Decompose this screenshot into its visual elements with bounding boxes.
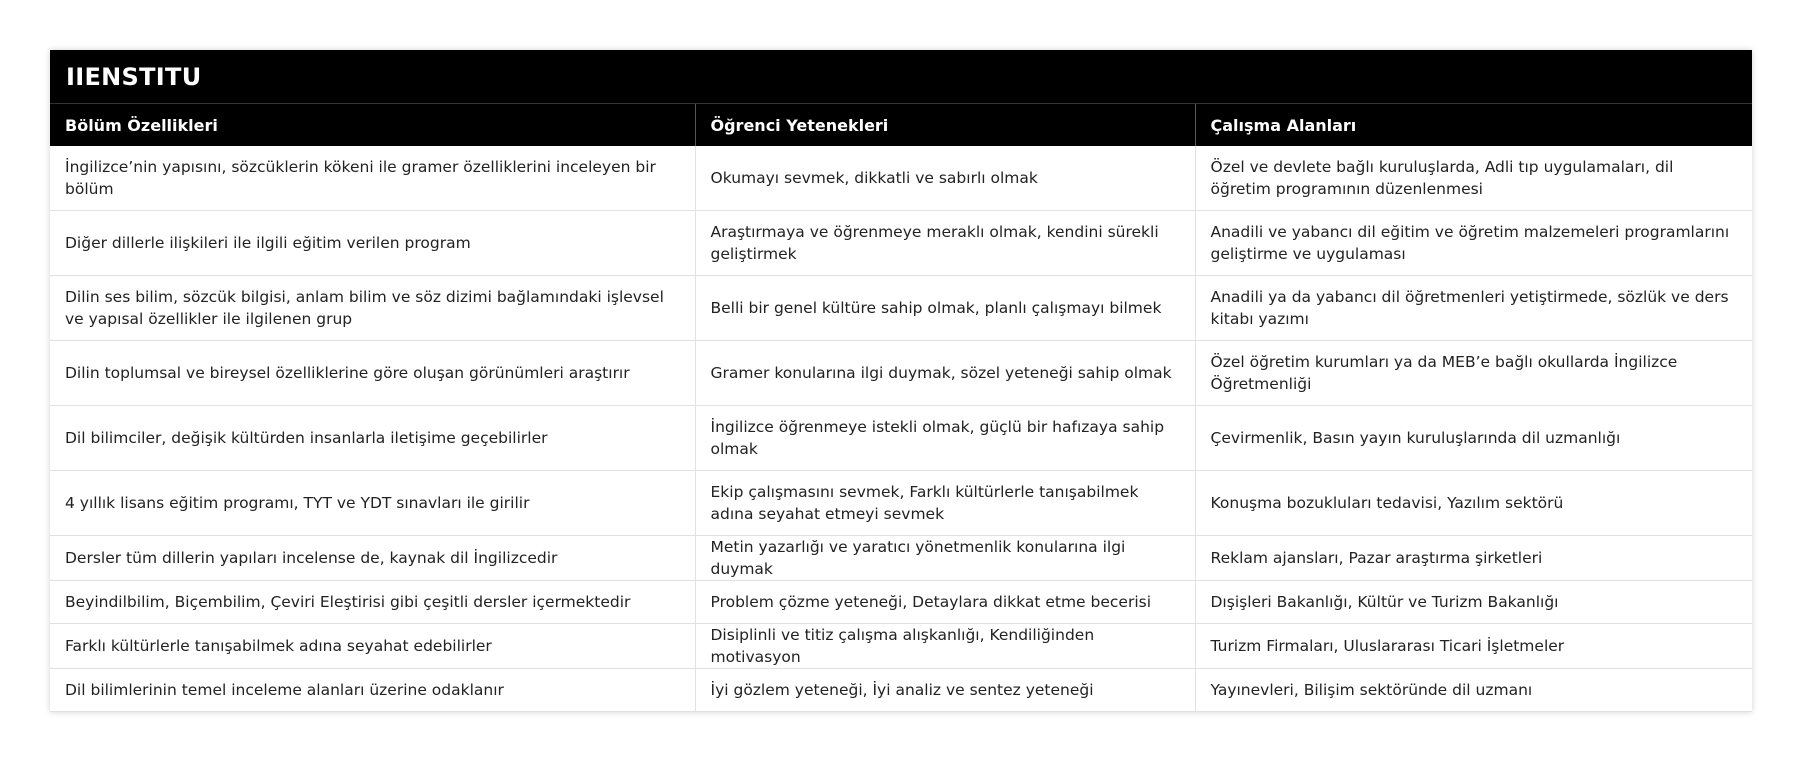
- table-cell: Metin yazarlığı ve yaratıcı yönetmenlik konularına ilgi duymak: [695, 536, 1195, 581]
- table-cell: Ekip çalışmasını sevmek, Farklı kültürlerle tanışabilmek adına seyahat etmeyi sevmek: [695, 471, 1195, 536]
- table-cell: Dışişleri Bakanlığı, Kültür ve Turizm Bakanlığı: [1195, 581, 1752, 624]
- department-table: [50, 104, 1752, 712]
- table-cell: Dil bilimlerinin temel inceleme alanları üzerine odaklanır: [50, 669, 695, 712]
- column-header-skills: Öğrenci Yetenekleri: [695, 104, 1195, 146]
- table-cell: Araştırmaya ve öğrenmeye meraklı olmak, kendini sürekli geliştirmek: [695, 211, 1195, 276]
- table-cell: 4 yıllık lisans eğitim programı, TYT ve YDT sınavları ile girilir: [50, 471, 695, 536]
- table-cell: Reklam ajansları, Pazar araştırma şirketleri: [1195, 536, 1752, 581]
- table-cell: İngilizce’nin yapısını, sözcüklerin kökeni ile gramer özelliklerini inceleyen bir bölüm: [50, 146, 695, 211]
- table-cell: Problem çözme yeteneği, Detaylara dikkat etme becerisi: [695, 581, 1195, 624]
- table-cell: Çevirmenlik, Basın yayın kuruluşlarında dil uzmanlığı: [1195, 406, 1752, 471]
- table-header-row: [50, 104, 1752, 146]
- column-header-work-areas: Çalışma Alanları: [1195, 104, 1752, 146]
- table-row: [50, 276, 1752, 341]
- table-cell: Anadili ve yabancı dil eğitim ve öğretim malzemeleri programlarını geliştirme ve uygulaması: [1195, 211, 1752, 276]
- table-cell: Özel ve devlete bağlı kuruluşlarda, Adli tıp uygulamaları, dil öğretim programının düzenlenmesi: [1195, 146, 1752, 211]
- table-row: [50, 471, 1752, 536]
- table-row: [50, 211, 1752, 276]
- table-cell: Dilin ses bilim, sözcük bilgisi, anlam bilim ve söz dizimi bağlamındaki işlevsel ve yapısal özellikler ile ilgilenen grup: [50, 276, 695, 341]
- table-row: [50, 669, 1752, 712]
- table-cell: Konuşma bozukluları tedavisi, Yazılım sektörü: [1195, 471, 1752, 536]
- table-cell: Turizm Firmaları, Uluslararası Ticari İşletmeler: [1195, 624, 1752, 669]
- table-cell: Yayınevleri, Bilişim sektöründe dil uzmanı: [1195, 669, 1752, 712]
- table-cell: Özel öğretim kurumları ya da MEB’e bağlı okullarda İngilizce Öğretmenliği: [1195, 341, 1752, 406]
- table-row: [50, 581, 1752, 624]
- table-cell: Dil bilimciler, değişik kültürden insanlarla iletişime geçebilirler: [50, 406, 695, 471]
- table-cell: Belli bir genel kültüre sahip olmak, planlı çalışmayı bilmek: [695, 276, 1195, 341]
- table-cell: İngilizce öğrenmeye istekli olmak, güçlü bir hafızaya sahip olmak: [695, 406, 1195, 471]
- table-cell: Gramer konularına ilgi duymak, sözel yeteneği sahip olmak: [695, 341, 1195, 406]
- table-row: [50, 406, 1752, 471]
- table-cell: Dilin toplumsal ve bireysel özelliklerine göre oluşan görünümleri araştırır: [50, 341, 695, 406]
- column-header-department: Bölüm Özellikleri: [50, 104, 695, 146]
- table-row: [50, 146, 1752, 211]
- brand-title: IIENSTITU: [50, 50, 1752, 104]
- table-cell: Disiplinli ve titiz çalışma alışkanlığı, Kendiliğinden motivasyon: [695, 624, 1195, 669]
- table-cell: Dersler tüm dillerin yapıları incelense de, kaynak dil İngilizcedir: [50, 536, 695, 581]
- table-cell: Farklı kültürlerle tanışabilmek adına seyahat edebilirler: [50, 624, 695, 669]
- table-row: [50, 624, 1752, 669]
- table-cell: Diğer dillerle ilişkileri ile ilgili eğitim verilen program: [50, 211, 695, 276]
- table-row: [50, 536, 1752, 581]
- info-table-card: [50, 50, 1752, 712]
- table-cell: Okumayı sevmek, dikkatli ve sabırlı olmak: [695, 146, 1195, 211]
- table-row: [50, 341, 1752, 406]
- table-cell: Beyindilbilim, Biçembilim, Çeviri Eleştirisi gibi çeşitli dersler içermektedir: [50, 581, 695, 624]
- table-cell: Anadili ya da yabancı dil öğretmenleri yetiştirmede, sözlük ve ders kitabı yazımı: [1195, 276, 1752, 341]
- table-cell: İyi gözlem yeteneği, İyi analiz ve sentez yeteneği: [695, 669, 1195, 712]
